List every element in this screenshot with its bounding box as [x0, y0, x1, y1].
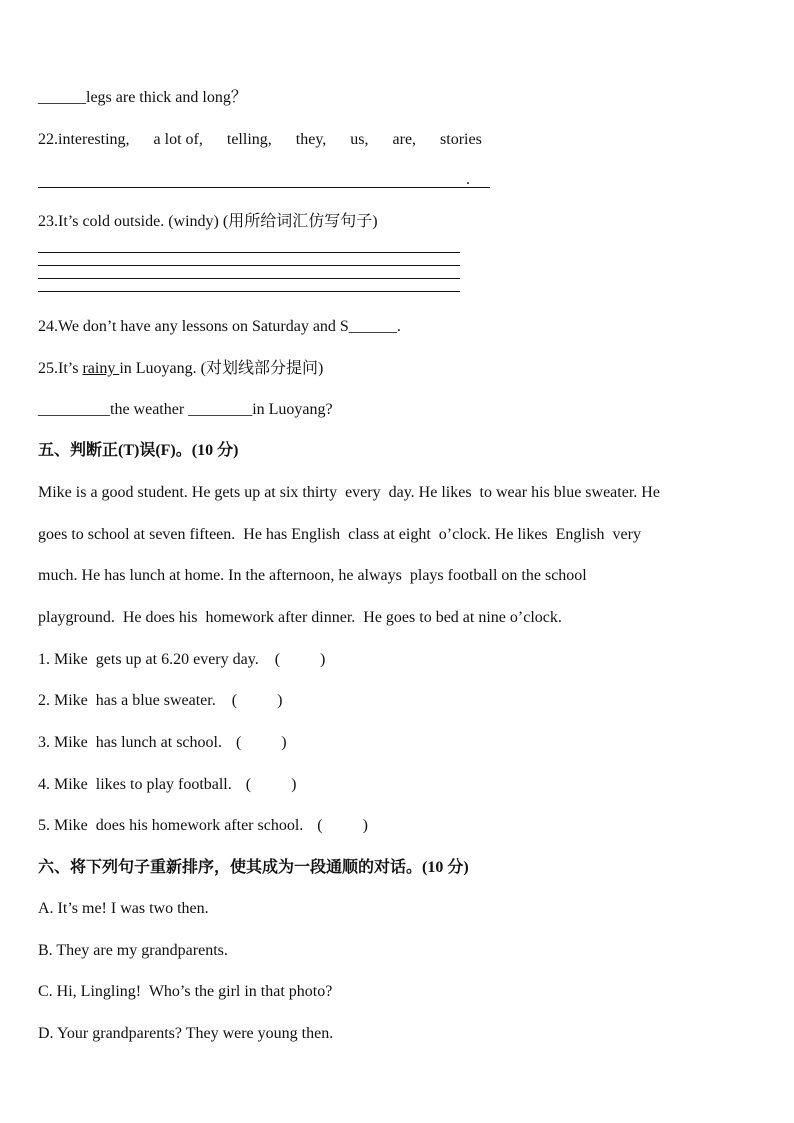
q21-blank[interactable]: ______ — [38, 89, 86, 106]
q23-answer-line-2[interactable] — [38, 265, 460, 266]
section5-item-5 — [38, 816, 368, 836]
q22-word: telling, — [226, 131, 272, 148]
q23-answer-line-1[interactable] — [38, 252, 460, 253]
q25-number: 25. — [38, 360, 58, 377]
q22-number: 22. — [38, 131, 58, 148]
q22-word: stories — [440, 131, 482, 148]
q25-question — [38, 359, 323, 379]
q24-question — [38, 317, 401, 337]
q25-underlined-word: rainy — [82, 360, 120, 377]
section5-item-4 — [38, 775, 296, 795]
section6-item-d: D. Your grandparents? They were young then. — [38, 1025, 334, 1042]
section5-item-text: 5. Mike does his homework after school. — [38, 817, 304, 834]
q22-word: interesting, — [58, 131, 130, 148]
q22-word: a lot of, — [153, 131, 203, 148]
q24-text: We don’t have any lessons on Saturday and S — [58, 318, 349, 335]
q21-text: legs are thick and long？ — [86, 89, 247, 106]
q25-answer-end: in Luoyang? — [252, 401, 333, 418]
section5-item-1 — [38, 650, 325, 670]
q22-word: us, — [350, 131, 369, 148]
section6-title: 六、将下列句子重新排序，使其成为一段通顺的对话。(10 分) — [38, 859, 469, 876]
q24-number: 24. — [38, 318, 58, 335]
answer-parentheses[interactable]: ( ) — [231, 692, 283, 709]
q22-word: they, — [295, 131, 327, 148]
q25-answer-blank-2[interactable]: ________ — [188, 401, 253, 418]
q22-question — [38, 130, 506, 150]
answer-parentheses[interactable]: ( ) — [235, 734, 287, 751]
section5-passage-line: Mike is a good student. He gets up at six thirty every day. He likes to wear his blue sweater. He — [38, 484, 660, 501]
section5-passage-line: playground. He does his homework after dinner. He goes to bed at nine o’clock. — [38, 609, 562, 626]
section5-item-text: 3. Mike has lunch at school. — [38, 734, 222, 751]
q24-blank[interactable]: ______ — [348, 318, 397, 335]
answer-parentheses[interactable]: ( ) — [245, 776, 297, 793]
q25-answer — [38, 400, 333, 420]
section5-passage-line: goes to school at seven fifteen. He has English class at eight o’clock. He likes English very — [38, 526, 641, 543]
section6-item-b: B. They are my grandparents. — [38, 942, 228, 959]
section5-passage-line: much. He has lunch at home. In the afternoon, he always plays football on the school — [38, 567, 587, 584]
section5-item-2 — [38, 691, 282, 711]
section5-item-text: 2. Mike has a blue sweater. — [38, 692, 216, 709]
q23-answer-line-3[interactable] — [38, 278, 460, 279]
q24-end: . — [396, 318, 401, 335]
section5-item-3 — [38, 733, 287, 753]
q22-answer-end: . — [466, 171, 470, 188]
q22-answer-line[interactable] — [38, 187, 490, 188]
answer-parentheses[interactable]: ( ) — [317, 817, 368, 834]
answer-parentheses[interactable]: ( ) — [274, 651, 326, 668]
q23-question — [38, 212, 378, 232]
q25-answer-blank-1[interactable]: _________ — [38, 401, 110, 418]
q25-prefix: It’s — [58, 360, 83, 377]
q25-answer-mid: the weather — [110, 401, 189, 418]
q23-answer-line-4[interactable] — [38, 291, 460, 292]
section6-item-c: C. Hi, Lingling! Who’s the girl in that photo? — [38, 983, 333, 1000]
q22-word: are, — [392, 131, 417, 148]
section5-item-text: 4. Mike likes to play football. — [38, 776, 232, 793]
q25-suffix: in Luoyang. (对划线部分提问) — [119, 360, 324, 377]
q23-text: It’s cold outside. (windy) (用所给词汇仿写句子) — [58, 213, 378, 230]
section5-item-text: 1. Mike gets up at 6.20 every day. — [38, 651, 259, 668]
q23-number: 23. — [38, 213, 58, 230]
section6-item-a: A. It’s me! I was two then. — [38, 900, 209, 917]
q21-tail — [38, 88, 247, 108]
section5-title: 五、判断正(T)误(F)。(10 分) — [38, 442, 239, 459]
